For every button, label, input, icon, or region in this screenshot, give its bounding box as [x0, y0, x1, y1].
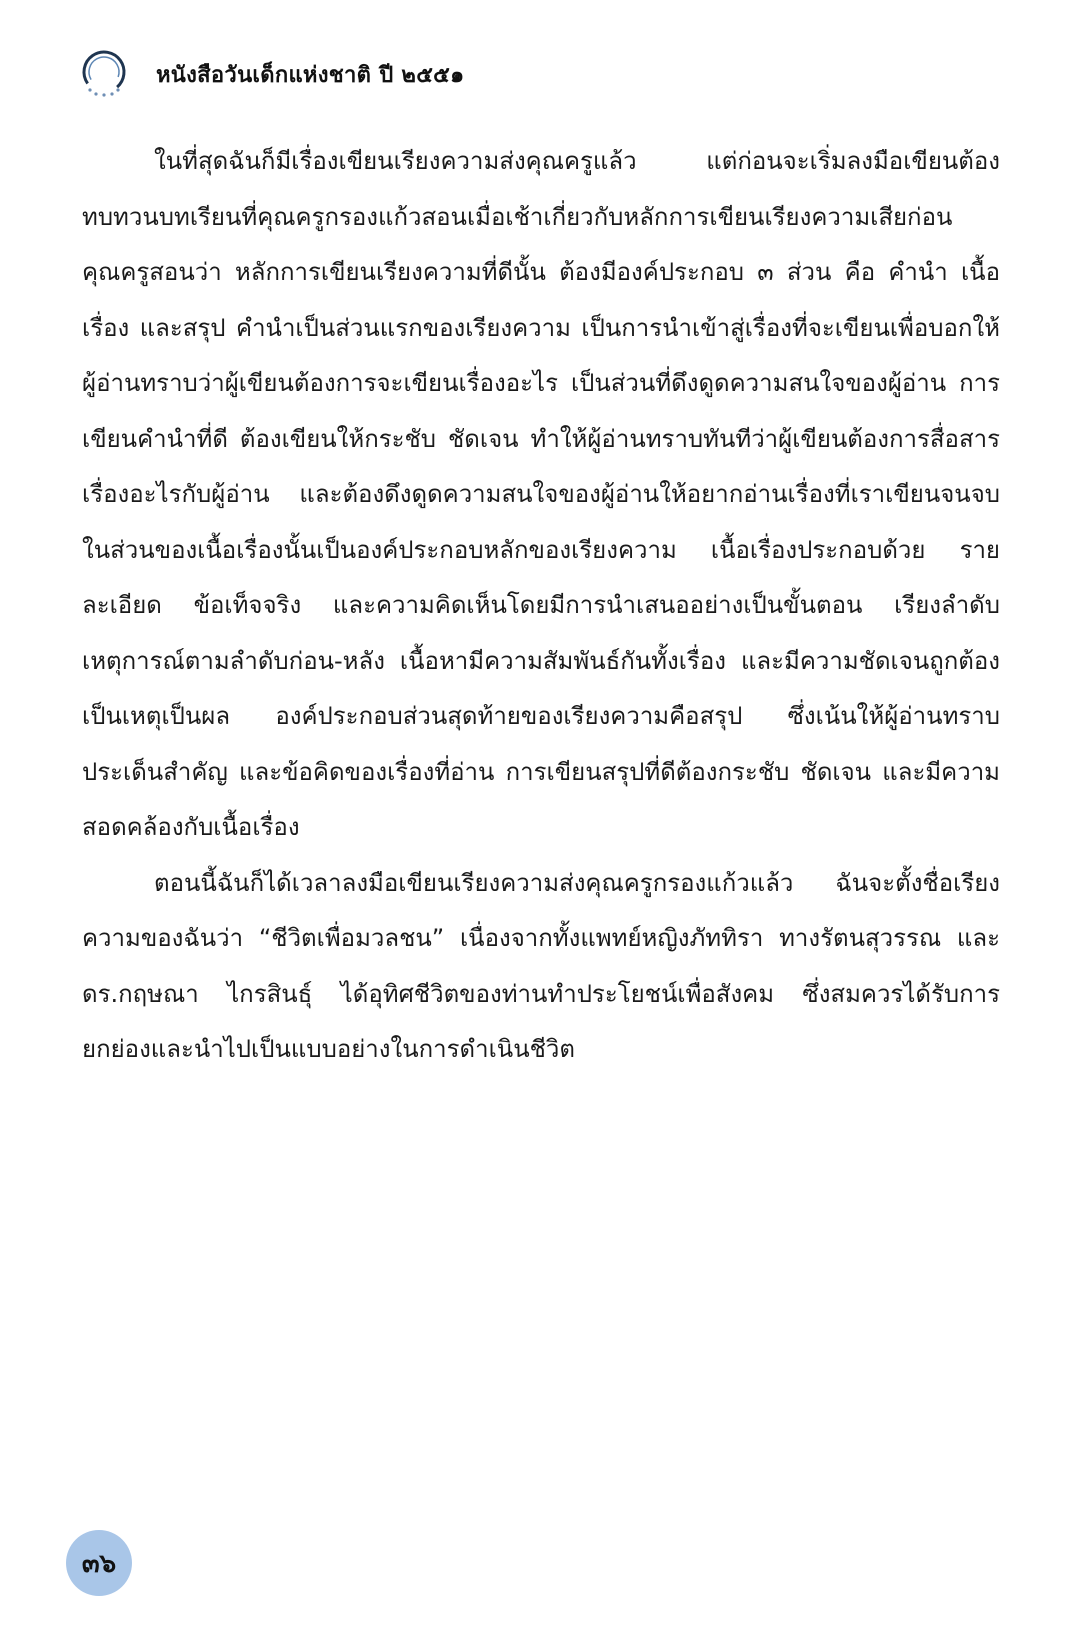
paragraph: ในที่สุดฉันก็มีเรื่องเขียนเรียงความส่งคุณครูแล้ว แต่ก่อนจะเริ่มลงมือเขียนต้องทบทวนบทเรียนที่คุณครูกรองแก้วสอนเมื่อเช้าเกี่ยวกับหลักการเขียนเรียงความเสียก่อน คุณครูสอนว่า หลักการเขียนเรียงความที่ดีนั้น ต้องมีองค์ประกอบ ๓ ส่วน คือ คำนำ เนื้อเรื่อง และสรุป คำนำเป็นส่วนแรกของเรียงความ เป็นการนำเข้าสู่เรื่องที่จะเขียนเพื่อบอกให้ผู้อ่านทราบว่าผู้เขียนต้องการจะเขียนเรื่องอะไร เป็นส่วนที่ดึงดูดความสนใจของผู้อ่าน การเขียนคำนำที่ดี ต้องเขียนให้กระชับ ชัดเจน ทำให้ผู้อ่านทราบทันทีว่าผู้เขียนต้องการสื่อสารเรื่องอะไรกับผู้อ่าน และต้องดึงดูดความสนใจของผู้อ่านให้อยากอ่านเรื่องที่เราเขียนจนจบ ในส่วนของเนื้อเรื่องนั้นเป็นองค์ประกอบหลักของเรียงความ เนื้อเรื่องประกอบด้วย รายละเอียด ข้อเท็จจริง และความคิดเห็นโดยมีการนำเสนออย่างเป็นขั้นตอน เรียงลำดับเหตุการณ์ตามลำดับก่อน-หลัง เนื้อหามีความสัมพันธ์กันทั้งเรื่อง และมีความชัดเจนถูกต้อง เป็นเหตุเป็นผล องค์ประกอบส่วนสุดท้ายของเรียงความคือสรุป ซึ่งเน้นให้ผู้อ่านทราบประเด็นสำคัญ และข้อคิดของเรื่องที่อ่าน การเขียนสรุปที่ดีต้องกระชับ ชัดเจน และมีความสอดคล้องกับเนื้อเรื่อง	[82, 147, 1000, 841]
article-body	[82, 134, 1000, 1078]
book-title: หนังสือวันเด็กแห่งชาติ ปี ๒๕๕๑	[156, 62, 465, 88]
page-header	[78, 48, 464, 100]
page-number: ๓๖	[66, 1530, 132, 1596]
childrens-day-emblem-icon	[78, 48, 130, 100]
paragraph: ตอนนี้ฉันก็ได้เวลาลงมือเขียนเรียงความส่งคุณครูกรองแก้วแล้ว ฉันจะตั้งชื่อเรียงความของฉันว่า “ชีวิตเพื่อมวลชน” เนื่องจากทั้งแพทย์หญิงภัททิรา ทางรัตนสุวรรณ และ ดร.กฤษณา ไกรสินธุ์ ได้อุทิศชีวิตของท่านทำประโยชน์เพื่อสังคม ซึ่งสมควรได้รับการยกย่องและนำไปเป็นแบบอย่างในการดำเนินชีวิต	[82, 868, 1000, 1063]
